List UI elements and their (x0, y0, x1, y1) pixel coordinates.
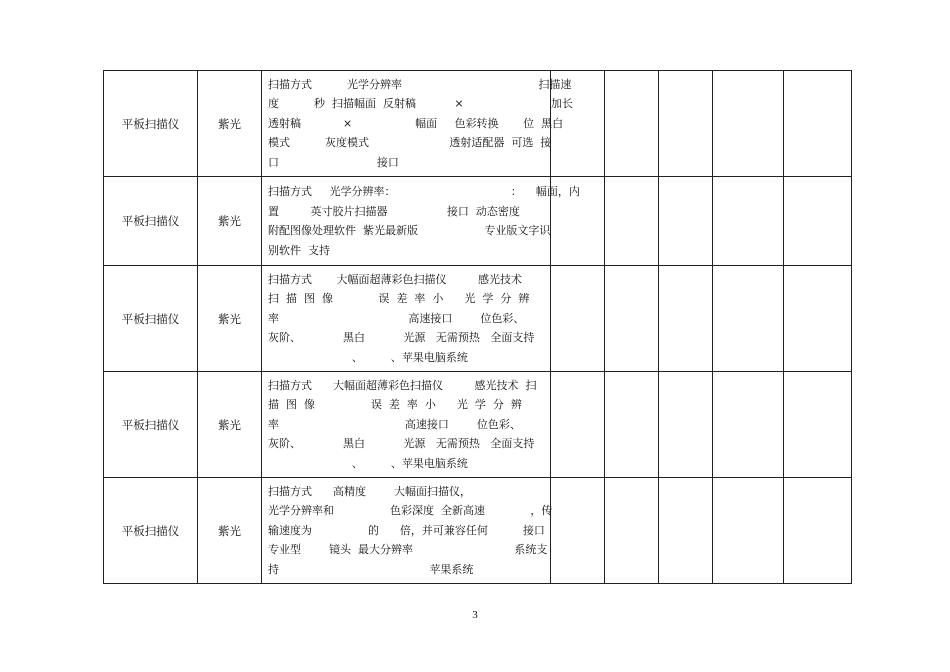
empty-cell (784, 372, 852, 478)
empty-cell (605, 71, 659, 177)
spec-cell (262, 372, 551, 478)
spec-line: 扫描方式 光学分辨率 扫描速 (268, 77, 572, 91)
spec-line: 持 苹果系统 (268, 562, 474, 576)
table-body (104, 71, 852, 584)
spec-cell (262, 266, 551, 372)
spec-line: 度 秒 扫描幅面 反射稿 × 加长 (268, 97, 574, 111)
empty-cell (605, 266, 659, 372)
empty-cell (713, 478, 784, 584)
empty-cell (713, 372, 784, 478)
spec-line: 光学分辨率和 色彩深度 全新高速 ，传 (268, 504, 553, 518)
empty-cell (784, 71, 852, 177)
empty-cell (605, 478, 659, 584)
empty-cell (659, 478, 713, 584)
spec-line: 灰阶、 黑白 光源 无需预热 全面支持 (268, 331, 535, 345)
empty-cell (605, 177, 659, 266)
spec-line: 别软件 支持 (268, 243, 330, 257)
spec-line: 口 接口 (268, 155, 399, 169)
spec-line: 附配图像处理软件 紫光最新版 专业版文字识 (268, 224, 551, 237)
spec-line: 、 、苹果电脑系统 (268, 456, 468, 470)
brand-cell: 紫光 (198, 266, 262, 372)
empty-cell (784, 266, 852, 372)
spec-line: 扫描方式 大幅面超薄彩色扫描仪 感光技术 (268, 272, 522, 286)
product-name-cell: 平板扫描仪 (104, 372, 198, 478)
spec-line: 扫描方式 大幅面超薄彩色扫描仪 感光技术 扫 (268, 378, 537, 392)
product-name-cell: 平板扫描仪 (104, 478, 198, 584)
spec-line: 灰阶、 黑白 光源 无需预热 全面支持 (268, 437, 535, 451)
page-number: 3 (472, 609, 478, 621)
brand-cell: 紫光 (198, 478, 262, 584)
empty-cell (605, 372, 659, 478)
spec-line: 扫描方式 光学分辨率： ： 幅面，内 (268, 185, 580, 198)
brand-cell: 紫光 (198, 71, 262, 177)
product-name-cell: 平板扫描仪 (104, 177, 198, 266)
spec-line: 、 、苹果电脑系统 (268, 350, 468, 364)
empty-cell (659, 266, 713, 372)
empty-cell (551, 266, 605, 372)
table-row (104, 71, 852, 177)
spec-line: 扫描方式 高精度 大幅面扫描仪， (268, 484, 471, 498)
table-row (104, 177, 852, 266)
empty-cell (784, 478, 852, 584)
empty-cell (713, 266, 784, 372)
empty-cell (713, 177, 784, 266)
spec-line: 率 高速接口 位色彩、 (268, 417, 521, 431)
spec-line: 透射稿 × 幅面 色彩转换 位 黑白 (268, 116, 564, 130)
table-row (104, 478, 852, 584)
brand-cell: 紫光 (198, 177, 262, 266)
empty-cell (659, 71, 713, 177)
brand-cell: 紫光 (198, 372, 262, 478)
spec-line: 输速度为 的 倍，并可兼容任何 接口 (268, 523, 545, 537)
empty-cell (551, 372, 605, 478)
table-row (104, 266, 852, 372)
table-row (104, 372, 852, 478)
product-name-cell: 平板扫描仪 (104, 266, 198, 372)
spec-cell (262, 478, 551, 584)
empty-cell (659, 372, 713, 478)
spec-line: 置 英寸胶片扫描器 接口 动态密度 (268, 204, 520, 218)
empty-cell (551, 478, 605, 584)
empty-cell (784, 177, 852, 266)
spec-line: 描 图 像 误 差 率 小 光 学 分 辨 (268, 398, 522, 412)
spec-line: 率 高速接口 位色彩、 (268, 311, 525, 325)
spec-table-container (103, 70, 851, 584)
empty-cell (713, 71, 784, 177)
empty-cell (659, 177, 713, 266)
product-name-cell: 平板扫描仪 (104, 71, 198, 177)
spec-cell (262, 71, 574, 177)
spec-cell (262, 177, 580, 266)
spec-line: 模式 灰度模式 透射适配器 可选 接 (268, 136, 552, 150)
spec-line: 专业型 镜头 最大分辨率 系统支 (268, 543, 548, 557)
spec-table (103, 70, 852, 584)
spec-line: 扫 描 图 像 误 差 率 小 光 学 分 辨 (268, 292, 530, 306)
